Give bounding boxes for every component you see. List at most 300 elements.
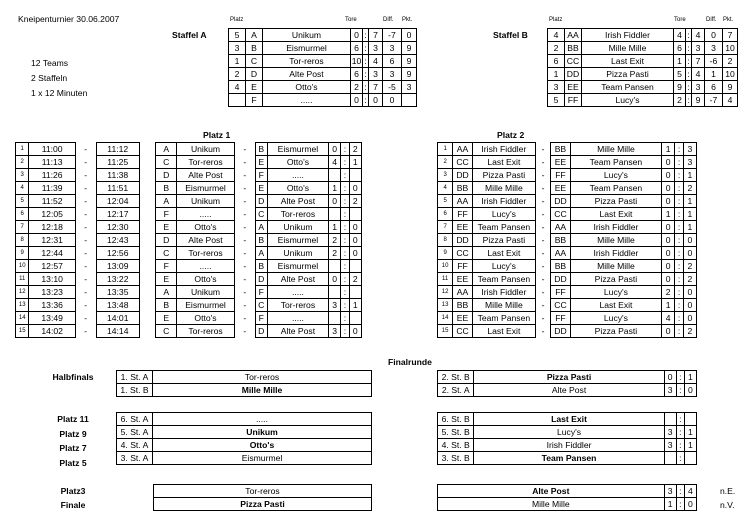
goals-against-cell: 3: [369, 68, 383, 81]
team-cell: Tor-reros: [153, 371, 372, 384]
goal-diff-cell: 6: [705, 81, 723, 94]
staffel-a-points-header: Pkt.: [402, 17, 413, 23]
staffel-a-place-header: Platz: [230, 17, 244, 23]
team-name-cell: Alte Post: [263, 68, 351, 81]
home-team-cell: Team Pansen: [472, 221, 535, 234]
seed-cell: 5. St. B: [438, 426, 474, 439]
away-team-cell: .....: [267, 312, 328, 325]
team-code-cell: A: [246, 29, 263, 42]
team-code-cell: EE: [565, 81, 582, 94]
final-row-left: [117, 452, 372, 465]
home-code-cell: F: [156, 208, 177, 221]
goal-diff-cell: 0: [383, 94, 402, 107]
start-time-cell: 12:18: [29, 221, 75, 234]
away-code-cell: EE: [551, 182, 571, 195]
goals-separator: :: [364, 30, 367, 40]
away-goals-cell: [349, 260, 361, 273]
goals-against-cell: 7: [692, 55, 705, 68]
away-team-cell: Unikum: [267, 247, 328, 260]
home-goals-cell: 0: [664, 371, 676, 384]
home-goals-cell: 1: [662, 299, 675, 312]
versus-dash: -: [541, 313, 545, 323]
score-separator: :: [675, 260, 684, 273]
score-separator: :: [675, 312, 684, 325]
home-goals-cell: [328, 286, 340, 299]
away-code-cell: CC: [551, 208, 571, 221]
goals-for-cell: 4: [674, 29, 686, 42]
home-code-cell: C: [156, 156, 177, 169]
goal-diff-cell: 3: [705, 42, 723, 55]
time-dash: -: [84, 157, 88, 167]
away-code-cell: A: [255, 247, 267, 260]
goals-separator: :: [364, 82, 367, 92]
home-goals-cell: 3: [664, 426, 676, 439]
finals-left-table: [153, 484, 372, 511]
start-time-cell: 11:39: [29, 182, 75, 195]
versus-dash: -: [243, 196, 247, 206]
game-row: [438, 260, 697, 273]
goals-for-cell: 9: [674, 81, 686, 94]
score-separator: :: [341, 234, 349, 247]
final-row-left: [117, 384, 372, 397]
time-dash: -: [84, 170, 88, 180]
place-cell: 1: [229, 55, 246, 68]
start-time-cell: 12:31: [29, 234, 75, 247]
time-dash: -: [84, 326, 88, 336]
home-goals-cell: 2: [662, 286, 675, 299]
home-team-cell: Team Pansen: [472, 312, 535, 325]
goal-diff-cell: 0: [705, 29, 723, 42]
score-separator: :: [341, 208, 349, 221]
versus-dash: -: [243, 209, 247, 219]
score-separator: :: [676, 413, 684, 426]
staffel-a-diff-header: Diff.: [383, 17, 394, 23]
home-goals-cell: 0: [662, 169, 675, 182]
team-cell: Irish Fiddler: [474, 439, 664, 452]
home-team-cell: Otto's: [177, 273, 235, 286]
team-cell: Mille Mille: [438, 498, 665, 511]
goal-diff-cell: 6: [383, 55, 402, 68]
team-cell: Alte Post: [474, 384, 664, 397]
game-row: [16, 325, 362, 338]
goal-diff-cell: -6: [705, 55, 723, 68]
game-row: [16, 143, 362, 156]
versus-dash: -: [243, 326, 247, 336]
away-team-cell: Lucy's: [570, 286, 661, 299]
home-goals-cell: [328, 169, 340, 182]
game-number-cell: 2: [438, 156, 453, 169]
start-time-cell: 11:52: [29, 195, 75, 208]
final-row-left: [117, 413, 372, 426]
score-separator: :: [341, 169, 349, 182]
away-code-cell: BB: [551, 260, 571, 273]
standings-row: [548, 68, 738, 81]
versus-dash: -: [243, 287, 247, 297]
game-row: [16, 195, 362, 208]
seed-cell: 4. St. B: [438, 439, 474, 452]
finalrunde-title: Finalrunde: [388, 357, 432, 367]
staffel-a-goals-header: Tore: [345, 17, 357, 23]
spacer-cell: [139, 325, 156, 338]
versus-dash: -: [541, 261, 545, 271]
versus-dash: -: [541, 235, 545, 245]
end-time-cell: 12:43: [96, 234, 139, 247]
game-number-cell: 6: [438, 208, 453, 221]
time-dash: -: [84, 183, 88, 193]
team-cell: Alte Post: [438, 485, 665, 498]
team-cell: Otto's: [153, 439, 372, 452]
score-separator: :: [675, 221, 684, 234]
away-goals-cell: 1: [683, 221, 696, 234]
versus-dash: -: [243, 235, 247, 245]
away-code-cell: F: [255, 169, 267, 182]
away-code-cell: D: [255, 273, 267, 286]
time-dash: -: [84, 313, 88, 323]
away-goals-cell: 2: [349, 273, 361, 286]
home-goals-cell: 3: [664, 439, 676, 452]
start-time-cell: 12:44: [29, 247, 75, 260]
info-teams: 12 Teams: [31, 58, 69, 68]
versus-dash: -: [243, 144, 247, 154]
home-code-cell: B: [156, 299, 177, 312]
start-time-cell: 13:49: [29, 312, 75, 325]
placements-left-table: [116, 412, 372, 465]
away-goals-cell: 0: [683, 286, 696, 299]
start-time-cell: 14:02: [29, 325, 75, 338]
away-goals-cell: 0: [349, 234, 361, 247]
goal-diff-cell: 1: [705, 68, 723, 81]
game-number-cell: 6: [16, 208, 29, 221]
standings-row: [229, 68, 417, 81]
home-goals-cell: 3: [328, 299, 340, 312]
versus-dash: -: [243, 170, 247, 180]
team-name-cell: Unikum: [263, 29, 351, 42]
team-name-cell: Otto's: [263, 81, 351, 94]
team-cell: Eismurmel: [153, 452, 372, 465]
versus-dash: -: [243, 157, 247, 167]
home-goals-cell: 1: [328, 221, 340, 234]
place-cell: 4: [229, 81, 246, 94]
game-number-cell: 12: [438, 286, 453, 299]
seed-cell: 3. St. B: [438, 452, 474, 465]
end-time-cell: 11:25: [96, 156, 139, 169]
start-time-cell: 11:00: [29, 143, 75, 156]
away-code-cell: BB: [551, 143, 571, 156]
game-number-cell: 8: [438, 234, 453, 247]
team-code-cell: CC: [565, 55, 582, 68]
seed-cell: 6. St. A: [117, 413, 153, 426]
home-goals-cell: 0: [328, 273, 340, 286]
away-team-cell: Lucy's: [570, 169, 661, 182]
away-team-cell: Team Pansen: [570, 182, 661, 195]
place-cell: 2: [229, 68, 246, 81]
final-row-right: [438, 498, 697, 511]
away-code-cell: B: [255, 260, 267, 273]
goals-against-cell: 3: [369, 42, 383, 55]
home-code-cell: FF: [453, 260, 473, 273]
points-cell: 0: [402, 29, 417, 42]
home-goals-cell: 1: [328, 182, 340, 195]
home-code-cell: CC: [453, 156, 473, 169]
end-time-cell: 14:01: [96, 312, 139, 325]
points-cell: 9: [723, 81, 738, 94]
team-cell: Lucy's: [474, 426, 664, 439]
points-cell: 2: [723, 55, 738, 68]
game-row: [438, 208, 697, 221]
start-time-cell: 11:26: [29, 169, 75, 182]
versus-dash: -: [243, 274, 247, 284]
home-goals-cell: 0: [328, 143, 340, 156]
score-separator: :: [676, 452, 684, 465]
team-code-cell: DD: [565, 68, 582, 81]
standings-row: [548, 94, 738, 107]
home-code-cell: F: [156, 260, 177, 273]
goals-separator: :: [687, 43, 690, 53]
away-goals-cell: [684, 413, 696, 426]
final-row-right: [438, 384, 697, 397]
team-name-cell: Pizza Pasti: [582, 68, 674, 81]
home-goals-cell: 0: [662, 234, 675, 247]
seed-cell: 5. St. A: [117, 426, 153, 439]
home-goals-cell: [328, 260, 340, 273]
time-dash: -: [84, 274, 88, 284]
game-row: [438, 169, 697, 182]
goals-for-cell: 10: [351, 56, 362, 66]
home-team-cell: Lucy's: [472, 260, 535, 273]
goals-separator: :: [687, 82, 690, 92]
away-team-cell: Otto's: [267, 182, 328, 195]
score-separator: :: [676, 371, 684, 384]
away-goals-cell: 2: [683, 260, 696, 273]
seed-cell: 1. St. A: [117, 371, 153, 384]
staffel-b-title: Staffel B: [493, 30, 528, 40]
goals-against-cell: 4: [692, 29, 705, 42]
score-separator: :: [676, 439, 684, 452]
versus-dash: -: [243, 248, 247, 258]
away-code-cell: D: [255, 195, 267, 208]
away-code-cell: FF: [551, 286, 571, 299]
halbfinals-label: Halbfinals: [52, 372, 94, 382]
game-number-cell: 14: [16, 312, 29, 325]
score-separator: :: [341, 143, 349, 156]
home-team-cell: Lucy's: [472, 208, 535, 221]
time-dash: -: [84, 261, 88, 271]
away-goals-cell: 0: [683, 312, 696, 325]
end-time-cell: 14:14: [96, 325, 139, 338]
end-time-cell: 13:48: [96, 299, 139, 312]
score-separator: :: [676, 485, 684, 498]
goals-for-cell: 0: [351, 29, 363, 42]
time-dash: -: [84, 144, 88, 154]
goals-for-cell: 5: [674, 68, 686, 81]
time-dash: -: [84, 248, 88, 258]
standings-row: [548, 55, 738, 68]
home-team-cell: Unikum: [177, 286, 235, 299]
away-code-cell: AA: [551, 247, 571, 260]
home-code-cell: C: [156, 325, 177, 338]
final-row-left: [154, 498, 372, 511]
placements-right-table: [437, 412, 697, 465]
home-team-cell: Tor-reros: [177, 156, 235, 169]
goals-against-cell: 9: [692, 94, 705, 107]
home-code-cell: C: [156, 247, 177, 260]
final-note: n.V.: [720, 500, 735, 510]
score-separator: :: [675, 169, 684, 182]
home-goals-cell: 3: [664, 485, 676, 498]
away-goals-cell: [349, 169, 361, 182]
score-separator: :: [676, 384, 684, 397]
place-cell: 1: [548, 68, 565, 81]
platz1-table: [15, 142, 362, 338]
team-code-cell: C: [246, 55, 263, 68]
spacer-cell: [139, 273, 156, 286]
away-team-cell: Last Exit: [570, 208, 661, 221]
versus-dash: -: [541, 209, 545, 219]
staffel-b-diff-header: Diff.: [706, 17, 717, 23]
away-team-cell: Alte Post: [267, 273, 328, 286]
away-goals-cell: 3: [683, 156, 696, 169]
final-row-left: [154, 485, 372, 498]
spacer-cell: [139, 143, 156, 156]
game-row: [438, 273, 697, 286]
score-separator: :: [341, 299, 349, 312]
home-code-cell: CC: [453, 325, 473, 338]
score-separator: :: [675, 234, 684, 247]
end-time-cell: 12:30: [96, 221, 139, 234]
home-code-cell: CC: [453, 247, 473, 260]
spacer-cell: [139, 195, 156, 208]
away-code-cell: F: [255, 312, 267, 325]
versus-dash: -: [541, 157, 545, 167]
versus-dash: -: [541, 183, 545, 193]
platz1-title: Platz 1: [203, 130, 231, 140]
home-goals-cell: 2: [328, 247, 340, 260]
standings-row: [548, 81, 738, 94]
game-number-cell: 9: [16, 247, 29, 260]
away-code-cell: CC: [551, 299, 571, 312]
points-cell: 4: [723, 94, 738, 107]
goals-separator: :: [687, 56, 690, 66]
end-time-cell: 13:09: [96, 260, 139, 273]
game-number-cell: 3: [438, 169, 453, 182]
team-name-cell: Last Exit: [582, 55, 674, 68]
away-team-cell: Pizza Pasti: [570, 195, 661, 208]
home-goals-cell: 0: [662, 273, 675, 286]
team-cell: Last Exit: [474, 413, 664, 426]
info-duration: 1 x 12 Minuten: [31, 88, 88, 98]
end-time-cell: 11:51: [96, 182, 139, 195]
team-name-cell: Team Pansen: [582, 81, 674, 94]
game-row: [438, 247, 697, 260]
away-goals-cell: 2: [683, 182, 696, 195]
game-number-cell: 15: [16, 325, 29, 338]
home-code-cell: B: [156, 182, 177, 195]
away-goals-cell: 1: [349, 156, 361, 169]
end-time-cell: 13:35: [96, 286, 139, 299]
end-time-cell: 12:17: [96, 208, 139, 221]
home-code-cell: AA: [453, 195, 473, 208]
home-team-cell: Irish Fiddler: [472, 286, 535, 299]
game-row: [438, 234, 697, 247]
home-goals-cell: 0: [328, 195, 340, 208]
away-goals-cell: 0: [683, 247, 696, 260]
home-code-cell: A: [156, 286, 177, 299]
place-cell: [229, 94, 246, 107]
versus-dash: -: [541, 248, 545, 258]
score-separator: :: [341, 273, 349, 286]
place-cell: 6: [548, 55, 565, 68]
score-separator: :: [675, 156, 684, 169]
game-row: [438, 156, 697, 169]
versus-dash: -: [541, 196, 545, 206]
time-dash: -: [84, 222, 88, 232]
away-team-cell: Team Pansen: [570, 156, 661, 169]
score-separator: :: [341, 260, 349, 273]
home-goals-cell: 1: [662, 208, 675, 221]
goals-for-cell: 1: [674, 55, 686, 68]
game-number-cell: 13: [16, 299, 29, 312]
standings-row: [548, 29, 738, 42]
away-team-cell: Tor-reros: [267, 299, 328, 312]
away-team-cell: Irish Fiddler: [570, 247, 661, 260]
score-separator: :: [341, 156, 349, 169]
home-code-cell: BB: [453, 182, 473, 195]
team-code-cell: AA: [565, 29, 582, 42]
away-code-cell: B: [255, 143, 267, 156]
home-team-cell: Last Exit: [472, 156, 535, 169]
away-goals-cell: [349, 286, 361, 299]
away-code-cell: AA: [551, 221, 571, 234]
team-name-cell: Irish Fiddler: [582, 29, 674, 42]
game-row: [438, 182, 697, 195]
away-code-cell: F: [255, 286, 267, 299]
home-goals-cell: 2: [328, 234, 340, 247]
goals-for-cell: 6: [351, 68, 363, 81]
away-goals-cell: 1: [684, 439, 696, 452]
away-team-cell: Lucy's: [570, 312, 661, 325]
platz2-table: [437, 142, 697, 338]
home-goals-cell: [328, 312, 340, 325]
score-separator: :: [341, 221, 349, 234]
platz2-title: Platz 2: [497, 130, 525, 140]
points-cell: 9: [402, 55, 417, 68]
points-cell: 3: [402, 81, 417, 94]
away-code-cell: A: [255, 221, 267, 234]
home-goals-cell: [328, 208, 340, 221]
final-row-right: [438, 413, 697, 426]
time-dash: -: [84, 235, 88, 245]
place-cell: 2: [548, 42, 565, 55]
team-code-cell: E: [246, 81, 263, 94]
away-team-cell: Last Exit: [570, 299, 661, 312]
game-number-cell: 12: [16, 286, 29, 299]
final-row-right: [438, 371, 697, 384]
away-goals-cell: 0: [684, 498, 696, 511]
goal-diff-cell: 3: [383, 68, 402, 81]
away-code-cell: FF: [551, 312, 571, 325]
home-goals-cell: 1: [662, 143, 675, 156]
finals-right-table: [437, 484, 697, 511]
home-team-cell: Pizza Pasti: [472, 169, 535, 182]
spacer-cell: [139, 182, 156, 195]
game-row: [438, 195, 697, 208]
home-goals-cell: 0: [662, 221, 675, 234]
team-name-cell: Lucy's: [582, 94, 674, 107]
halbfinals-right-table: [437, 370, 697, 397]
versus-dash: -: [541, 274, 545, 284]
game-row: [16, 182, 362, 195]
home-team-cell: Tor-reros: [177, 247, 235, 260]
